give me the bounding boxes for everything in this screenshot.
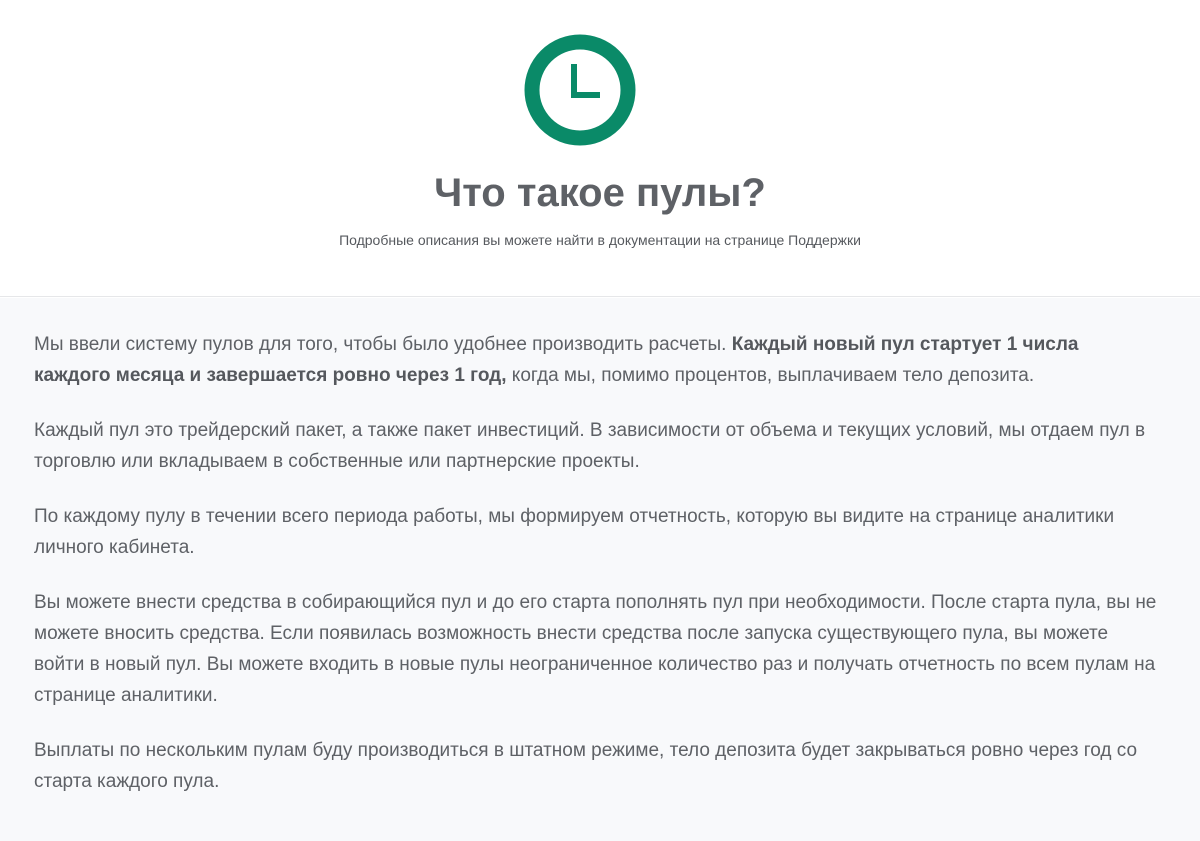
paragraph-pool-reporting: По каждому пулу в течении всего периода работы, мы формируем отчетность, которую вы видите на странице аналитики личного кабинета. xyxy=(34,506,1115,558)
paragraph-pool-payouts: Выплаты по нескольким пулам буду производиться в штатном режиме, тело депозита будет закрываться ровно через год со старта каждого пула. xyxy=(34,740,1138,792)
clock-icon xyxy=(524,34,636,146)
paragraph-pool-package: Каждый пул это трейдерский пакет, а также пакет инвестиций. В зависимости от объема и текущих условий, мы отдаем пул в торговлю или вкладываем в собственные или партнерские проекты. xyxy=(34,420,1146,472)
paragraph-pool-deposits: Вы можете внести средства в собирающийся пул и до его старта пополнять пул при необходимости. После старта пула, вы не можете вносить средства. Если появилась возможность внести средства после запуска существующего пула, вы можете войти в новый пул. Вы можете входить в новые пулы неограниченное количество раз и получать отчетность по всем пулам на странице аналитики. xyxy=(34,592,1157,706)
paragraph-pools-system xyxy=(34,329,1159,391)
paragraph-text: когда мы, помимо процентов, выплачиваем тело депозита. xyxy=(506,365,1035,386)
page-header xyxy=(0,0,1200,297)
paragraph-text: Мы ввели систему пулов для того, чтобы было удобнее производить расчеты. xyxy=(34,334,732,355)
paragraph-bold-text: Каждый новый пул стартует 1 числа каждого месяца и завершается ровно через 1 год, xyxy=(34,334,1079,386)
pools-description xyxy=(0,298,1200,841)
page-title: Что такое пулы? xyxy=(434,171,766,215)
page-subtitle: Подробные описания вы можете найти в документации на странице Поддержки xyxy=(339,232,861,248)
